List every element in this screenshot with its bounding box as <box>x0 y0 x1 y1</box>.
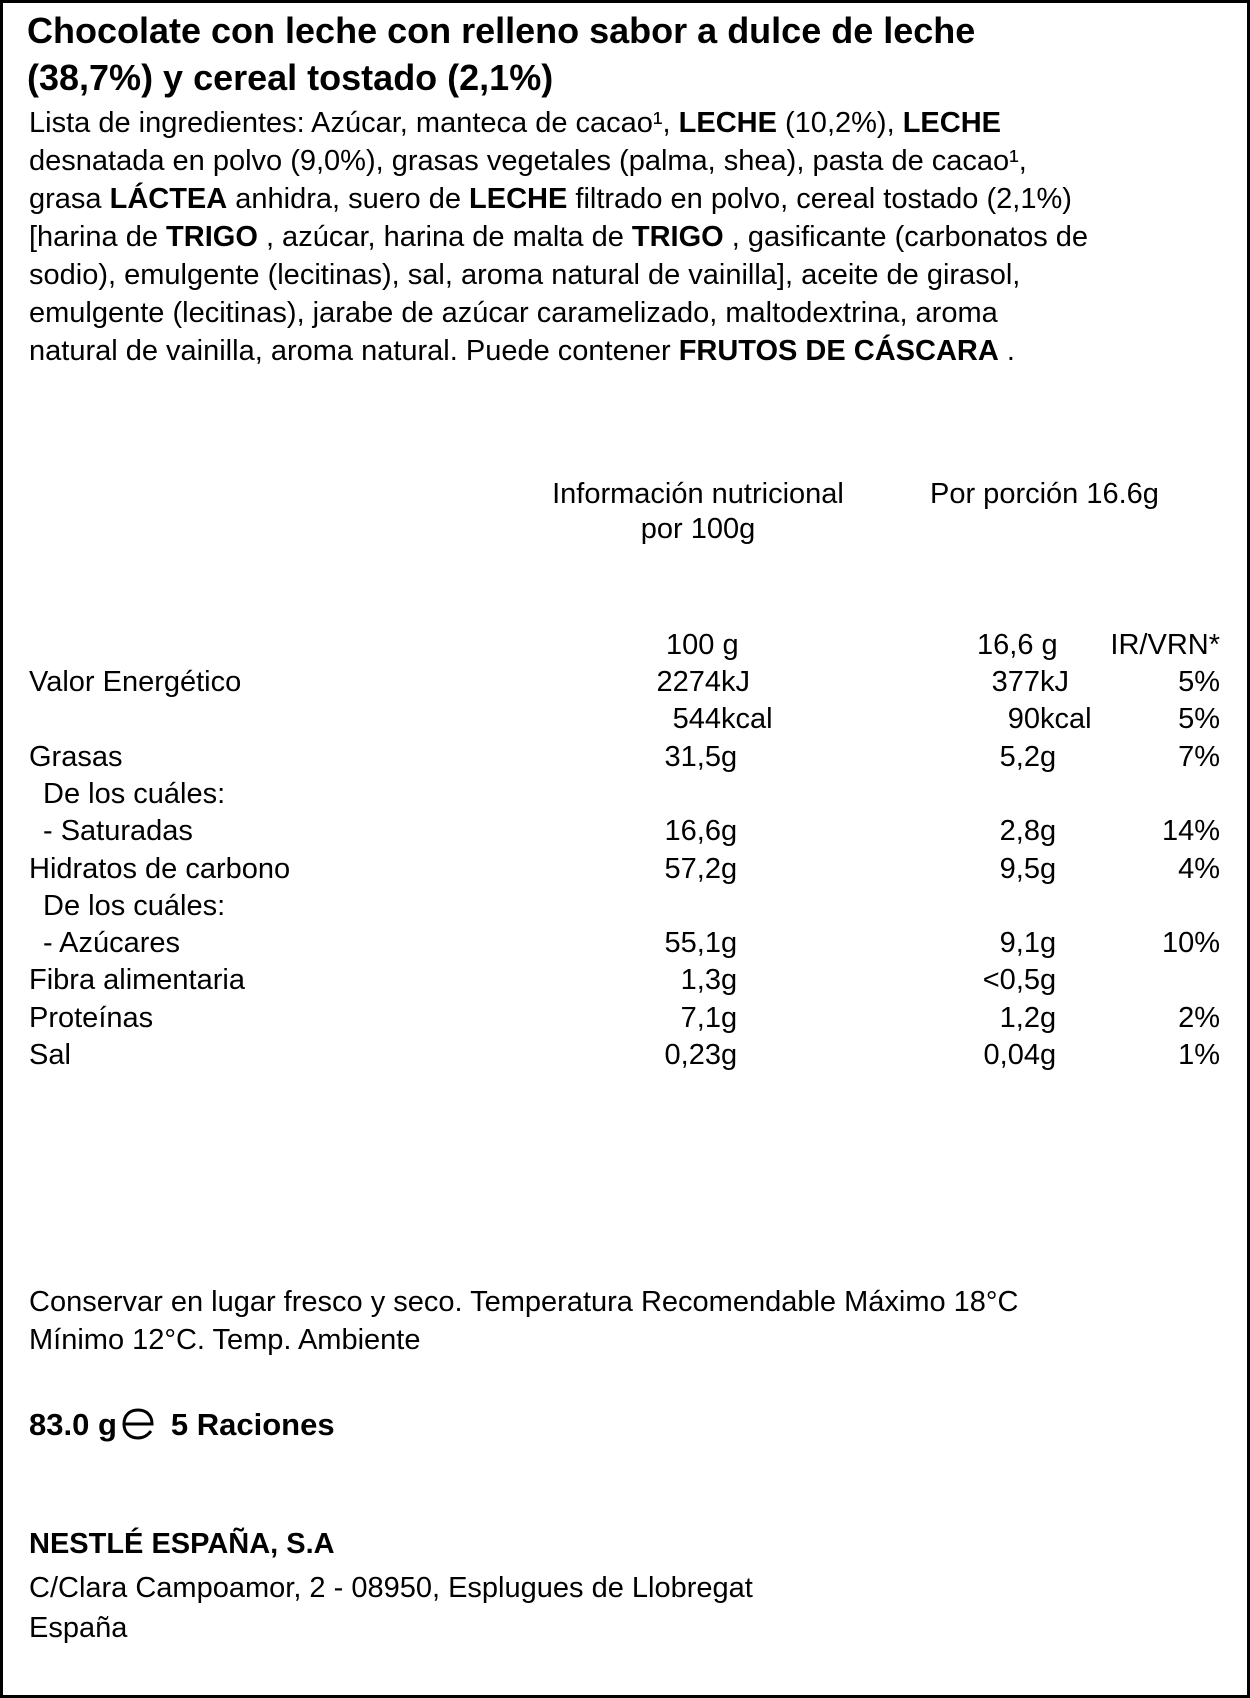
value-portion: 90 <box>1007 703 1040 736</box>
ingredients-line <box>29 218 1229 256</box>
value-ir-vrn: 4% <box>1178 852 1220 885</box>
unit-100g: g <box>721 1039 738 1071</box>
ingredients-line: emulgente (lecitinas), jarabe de azúcar caramelizado, maltodextrina, aroma <box>29 297 998 329</box>
column-100g: 100 g <box>666 629 739 661</box>
unit-100g: kJ <box>721 666 750 698</box>
ingredients-line <box>29 332 1229 370</box>
nutrient-label: - Saturadas <box>43 815 193 848</box>
unit-100g: g <box>721 852 738 885</box>
unit-100g: g <box>721 740 738 773</box>
nutrition-header-line: Información nutricional <box>552 478 844 510</box>
value-ir-vrn: 14% <box>1161 815 1220 848</box>
ingredients-text: grasa <box>29 183 110 215</box>
unit-portion: kcal <box>1040 703 1092 736</box>
value-portion: 0,04 <box>983 1039 1040 1071</box>
address-country: España <box>29 1612 128 1644</box>
value-portion: 9,1 <box>999 927 1040 960</box>
unit-portion: g <box>1040 1001 1057 1034</box>
nutrient-label: Valor Energético <box>29 666 242 698</box>
ingredients-text: Lista de ingredientes: Azúcar, manteca de cacao¹, <box>29 107 679 139</box>
value-portion: 9,5 <box>999 852 1040 885</box>
ingredients-text: , gasificante (carbonatos de <box>723 221 1089 253</box>
value-portion: 1,2 <box>999 1001 1040 1034</box>
nutrient-label: De los cuáles: <box>43 777 226 810</box>
net-quantity <box>29 1405 335 1445</box>
ingredients-text: . <box>998 335 1015 367</box>
unit-portion: g <box>1040 852 1057 885</box>
unit-100g: g <box>721 1001 738 1034</box>
unit-portion: g <box>1040 927 1057 960</box>
nutrition-header-per-portion: Por porción 16.6g <box>930 478 1159 510</box>
value-100g: 31,5 <box>664 740 721 773</box>
value-portion: 5,2 <box>999 740 1040 773</box>
unit-portion: g <box>1040 964 1057 997</box>
ingredients-list <box>29 104 1229 370</box>
column-portion: 16,6 g <box>977 629 1058 661</box>
unit-100g: kcal <box>721 703 773 736</box>
value-portion: 2,8 <box>999 815 1040 848</box>
ingredients-line <box>29 180 1229 218</box>
storage-line: Conservar en lugar fresco y seco. Temperatura Recomendable Máximo 18°C <box>29 1286 1019 1318</box>
nutrient-label: Fibra alimentaria <box>29 964 245 997</box>
product-title <box>27 7 975 101</box>
nutrition-header-per-100g <box>523 477 873 547</box>
allergen-text: LECHE <box>469 183 568 215</box>
product-title-line-2: (38,7%) y cereal tostado (2,1%) <box>27 57 554 98</box>
net-weight: 83.0 g <box>29 1407 117 1442</box>
ingredients-text: [harina de <box>29 221 167 253</box>
column-ir-vrn: IR/VRN* <box>1110 629 1220 661</box>
nutrient-label: Sal <box>29 1039 71 1071</box>
ingredients-line: sodio), emulgente (lecitinas), sal, aroma natural de vainilla], aceite de girasol, <box>29 259 1021 291</box>
allergen-text: LÁCTEA <box>109 183 228 215</box>
nutrient-label: De los cuáles: <box>43 889 226 922</box>
ingredients-text: , azúcar, harina de malta de <box>257 221 632 253</box>
value-100g: 55,1 <box>664 927 721 960</box>
value-100g: 2274 <box>656 666 721 698</box>
nutrient-label: Proteínas <box>29 1001 154 1034</box>
unit-100g: g <box>721 815 738 848</box>
value-portion: 377 <box>991 666 1040 698</box>
value-ir-vrn: 1% <box>1178 1039 1220 1071</box>
unit-portion: g <box>1040 740 1057 773</box>
value-100g: 7,1 <box>680 1001 721 1034</box>
value-100g: 1,3 <box>680 964 721 997</box>
value-ir-vrn: 5% <box>1178 666 1220 698</box>
ingredients-text: filtrado en polvo, cereal tostado (2,1%) <box>567 183 1072 215</box>
ingredients-text: anhidra, suero de <box>227 183 470 215</box>
ingredients-text: natural de vainilla, aroma natural. Puede contener <box>29 335 679 367</box>
address-line: C/Clara Campoamor, 2 - 08950, Esplugues de Llobregat <box>29 1572 753 1604</box>
ingredients-line <box>29 104 1229 142</box>
value-100g: 16,6 <box>664 815 721 848</box>
unit-portion: g <box>1040 815 1057 848</box>
unit-portion: g <box>1040 1039 1057 1071</box>
allergen-text: TRIGO <box>166 221 258 253</box>
value-ir-vrn: 5% <box>1178 703 1220 736</box>
nutrient-label: Hidratos de carbono <box>29 852 291 885</box>
company-address <box>29 1568 753 1648</box>
allergen-text: LECHE <box>902 107 1001 139</box>
value-ir-vrn: 2% <box>1178 1001 1220 1034</box>
allergen-text: TRIGO <box>631 221 724 253</box>
allergen-text: FRUTOS DE CÁSCARA <box>678 335 999 367</box>
unit-100g: g <box>721 927 738 960</box>
allergen-text: LECHE <box>678 107 777 139</box>
storage-instructions <box>29 1283 1018 1359</box>
servings-count: 5 Raciones <box>170 1407 335 1442</box>
company-name: NESTLÉ ESPAÑA, S.A <box>29 1528 335 1560</box>
product-title-line-1: Chocolate con leche con relleno sabor a dulce de leche <box>27 10 976 51</box>
value-100g: 57,2 <box>664 852 721 885</box>
ingredients-line: desnatada en polvo (9,0%), grasas vegetales (palma, shea), pasta de cacao¹, <box>29 145 1027 177</box>
nutrition-header-line: por 100g <box>640 513 756 545</box>
unit-100g: g <box>721 964 738 997</box>
value-100g: 0,23 <box>664 1039 721 1071</box>
value-ir-vrn: 10% <box>1161 927 1220 960</box>
nutrient-label: Grasas <box>29 740 123 773</box>
value-100g: 544 <box>672 703 721 736</box>
value-ir-vrn: 7% <box>1178 740 1220 773</box>
estimated-sign-icon <box>119 1407 157 1441</box>
value-portion: <0,5 <box>982 964 1040 997</box>
unit-portion: kJ <box>1040 666 1069 698</box>
nutrient-label: - Azúcares <box>43 927 180 960</box>
storage-line: Mínimo 12°C. Temp. Ambiente <box>29 1324 421 1356</box>
ingredients-text: (10,2%), <box>776 107 903 139</box>
